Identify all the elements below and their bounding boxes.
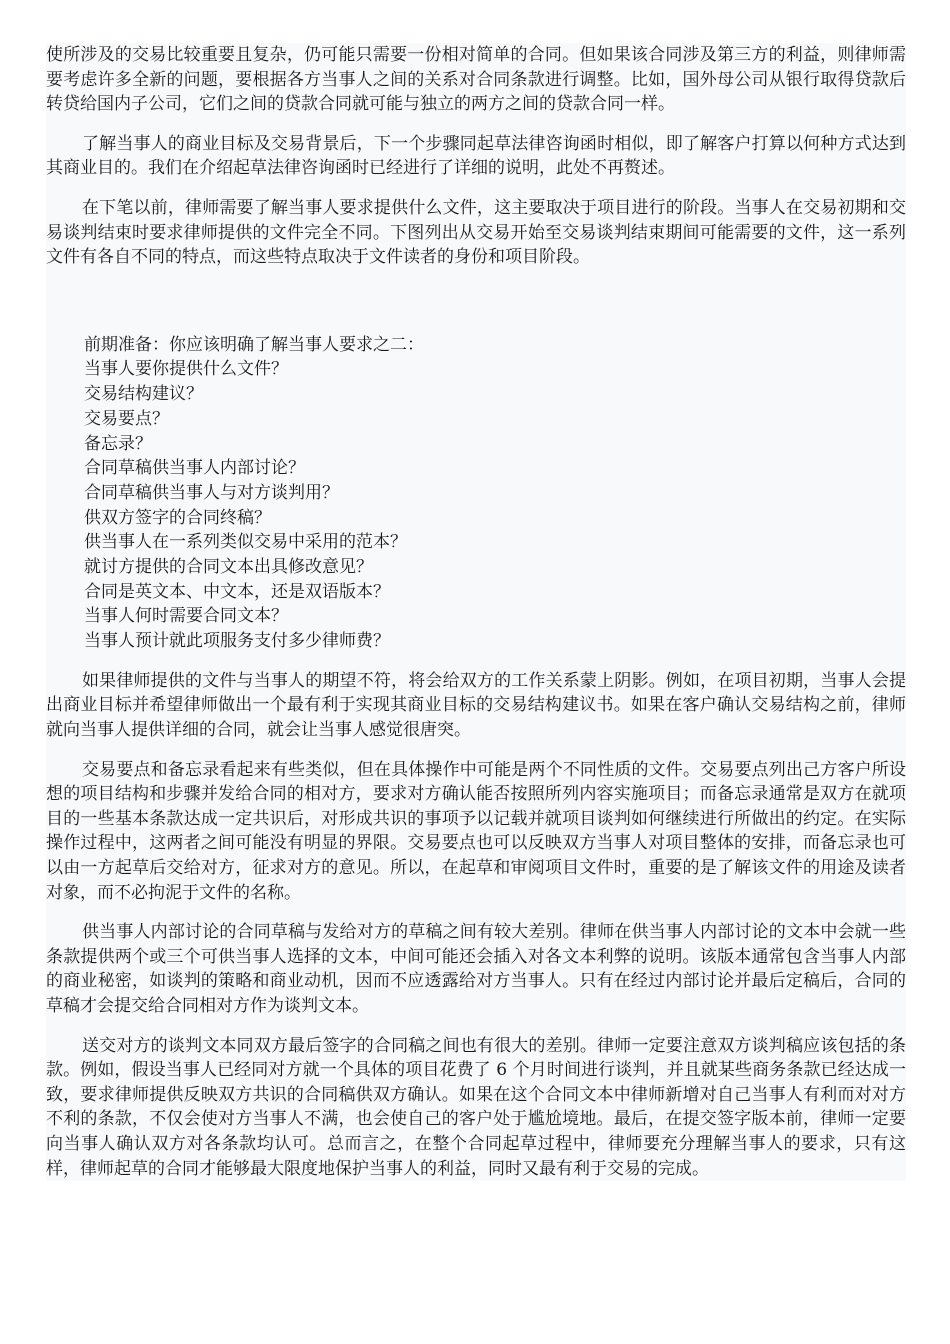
checklist-item: 交易要点？ bbox=[84, 408, 169, 429]
paragraph-document-requirements: 在下笔以前，律师需要了解当事人要求提供什么文件，这主要取决于项目进行的阶段。当事人在交易初期和交易谈判结束时要求律师提供的文件完全不同。下图列出从交易开始至交易谈判结束期间可能需要的文件，这一系列文件有各自不同的特点，而这些特点取决于文件读者的身份和项目阶段。 bbox=[46, 197, 906, 268]
checklist-item: 合同草稿供当事人与对方谈判用？ bbox=[84, 482, 339, 503]
checklist-item: 当事人何时需要合同文本？ bbox=[84, 606, 288, 627]
checklist-item: 就讨方提供的合同文本出具修改意见？ bbox=[84, 557, 373, 578]
paragraph-gap bbox=[46, 905, 906, 920]
checklist-item: 合同是英文本、中文本，还是双语版本？ bbox=[84, 581, 390, 602]
checklist-item: 合同草稿供当事人内部讨论？ bbox=[84, 458, 305, 479]
paragraph-gap bbox=[46, 743, 906, 758]
document-body bbox=[46, 43, 906, 1181]
paragraph-gap bbox=[46, 1019, 906, 1034]
checklist-item: 交易结构建议？ bbox=[84, 384, 203, 405]
paragraph-negotiation-draft: 送交对方的谈判文本同双方最后签字的合同稿之间也有很大的差别。律师一定要注意双方谈判稿应该包括的条款。例如，假设当事人已经同对方就一个具体的项目花费了 6 个月时间进行谈判，并且就某些商务条款已经达成一致，要求律师提供反映双方共识的合同稿供双方确认。如果在这个合同文本中律师新增对自己当事人有利而对对方不利的条款，不仅会使对方当事人不满，也会使自己的客户处于尴尬境地。最后，在提交签字版本前，律师一定要向当事人确认双方对各条款均认可。总而言之，在整个合同起草过程中，律师要充分理解当事人的要求，只有这样，律师起草的合同才能够最大限度地保护当事人的利益，同时又最有利于交易的完成。 bbox=[46, 1035, 906, 1179]
paragraph-expectation-mismatch: 如果律师提供的文件与当事人的期望不符，将会给双方的工作关系蒙上阴影。例如，在项目初期，当事人会提出商业目标并希望律师做出一个最有利于实现其商业目标的交易结构建议书。如果在客户确认交易结构之前，律师就向当事人提供详细的合同，就会让当事人感觉很唐突。 bbox=[46, 670, 906, 741]
figure-gap bbox=[46, 270, 906, 333]
checklist-item: 供当事人在一系列类似交易中采用的范本？ bbox=[84, 532, 407, 553]
paragraph-gap bbox=[46, 654, 906, 669]
paragraph-continued: 使所涉及的交易比较重要且复杂，仍可能只需要一份相对简单的合同。但如果该合同涉及第三方的利益，则律师需要考虑许多全新的问题，要根据各方当事人之间的关系对合同条款进行调整。比如，国外母公司从银行取得贷款后转贷给国内子公司，它们之间的贷款合同就可能与独立的两方之间的贷款合同一样。 bbox=[46, 45, 906, 115]
paragraph-gap bbox=[46, 117, 906, 132]
checklist-item: 当事人预计就此项服务支付多少律师费？ bbox=[84, 631, 390, 652]
checklist-item: 备忘录？ bbox=[84, 433, 152, 454]
checklist bbox=[46, 357, 906, 653]
paragraph-internal-draft: 供当事人内部讨论的合同草稿与发给对方的草稿之间有较大差别。律师在供当事人内部讨论的文本中会就一些条款提供两个或三个可供当事人选择的文本，中间可能还会插入对各文本利弊的说明。该版本通常包含当事人内部的商业秘密，如谈判的策略和商业动机，因而不应透露给对方当事人。只有在经过内部讨论并最后定稿后，合同的草稿才会提交给合同相对方作为谈判文本。 bbox=[46, 922, 906, 1017]
checklist-item: 当事人要你提供什么文件？ bbox=[84, 359, 288, 380]
paragraph-term-sheet-vs-memo: 交易要点和备忘录看起来有些类似，但在具体操作中可能是两个不同性质的文件。交易要点列出己方客户所设想的项目结构和步骤并发给合同的相对方，要求对方确认能否按照所列内容实施项目；而备忘录通常是双方在就项目的一些基本条款达成一定共识后，对形成共识的事项予以记载并就项目谈判如何继续进行所做出的约定。在实际操作过程中，这两者之间可能没有明显的界限。交易要点也可以反映双方当事人对项目整体的安排，而备忘录也可以由一方起草后交给对方，征求对方的意见。所以，在起草和审阅项目文件时，重要的是了解该文件的用途及读者对象，而不必拘泥于文件的名称。 bbox=[46, 759, 906, 903]
paragraph-business-goals: 了解当事人的商业目标及交易背景后，下一个步骤同起草法律咨询函时相似，即了解客户打算以何种方式达到其商业目的。我们在介绍起草法律咨询函时已经进行了详细的说明，此处不再赘述。 bbox=[46, 133, 906, 179]
checklist-title: 前期准备：你应该明确了解当事人要求之二： bbox=[84, 334, 424, 355]
checklist-item: 供双方签字的合同终稿？ bbox=[84, 507, 271, 528]
paragraph-gap bbox=[46, 181, 906, 196]
